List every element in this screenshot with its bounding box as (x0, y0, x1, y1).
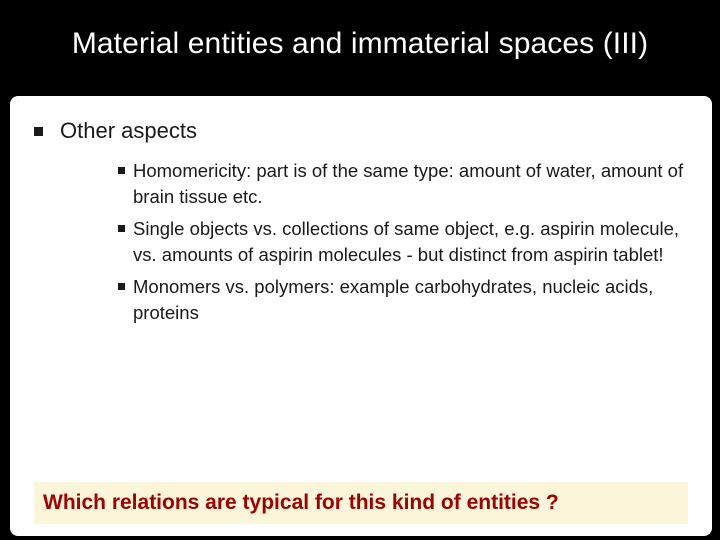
title-bar (0, 0, 720, 96)
question-text: Which relations are typical for this kind of entities ? (43, 491, 559, 514)
bullet-other-aspects (34, 118, 197, 144)
square-bullet-icon (118, 283, 125, 290)
square-bullet-icon (118, 167, 125, 174)
square-bullet-icon (118, 225, 125, 232)
content-panel (10, 96, 712, 536)
slide-title: Material entities and immaterial spaces (III) (71, 27, 649, 60)
sub-bullet-single-objects (118, 216, 698, 268)
sub-bullet-text: Monomers vs. polymers: example carbohydrates, nucleic acids, proteins (133, 276, 654, 323)
sub-bullet-monomers (118, 274, 698, 326)
sub-bullet-homomericity (118, 158, 698, 210)
square-bullet-icon (34, 127, 43, 136)
sub-bullet-text: Homomericity: part is of the same type: amount of water, amount of brain tissue etc. (133, 160, 684, 207)
sub-bullet-list (118, 158, 698, 332)
sub-bullet-text: Single objects vs. collections of same object, e.g. aspirin molecule, vs. amounts of aspirin molecules - but distinct from aspirin tablet! (133, 218, 680, 265)
bullet-text: Other aspects (60, 118, 197, 143)
question-highlight-box (34, 482, 688, 524)
